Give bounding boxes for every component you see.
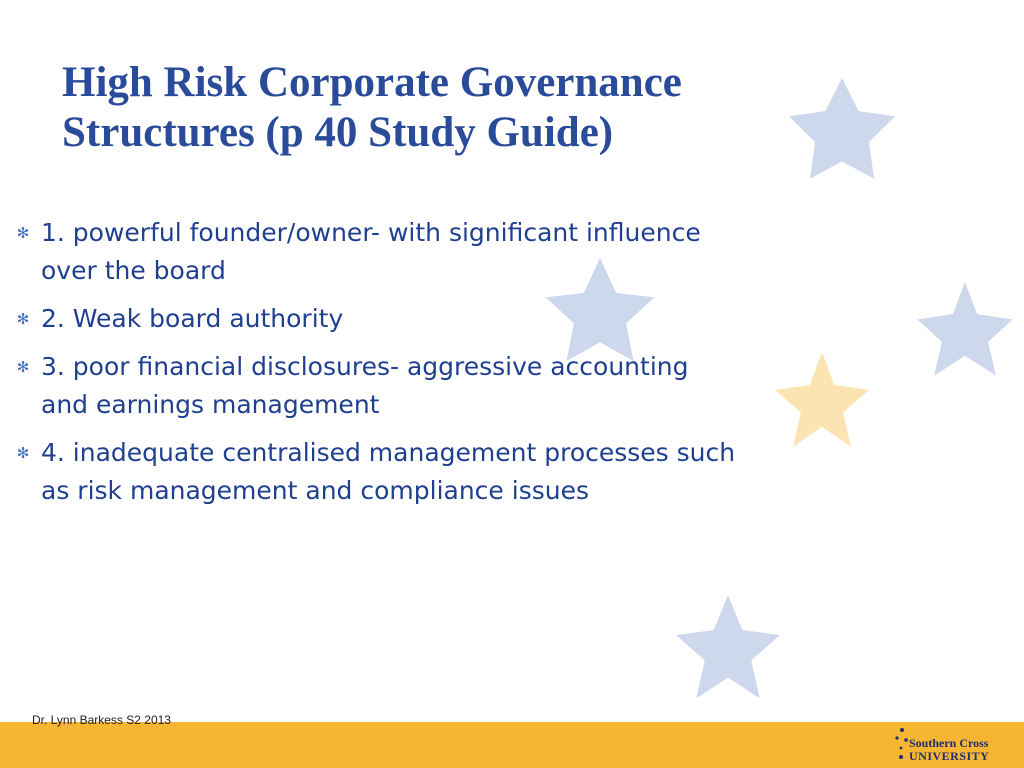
footer-bar <box>0 722 1024 768</box>
star-icon <box>676 595 780 698</box>
bullet-item <box>14 214 844 290</box>
asterisk-bullet-icon: ✻ <box>16 224 30 242</box>
bullet-text-line: 2. Weak board authority <box>41 304 344 333</box>
bullet-text-line: 3. poor financial disclosures- aggressive accounting <box>41 352 689 381</box>
slide-title-line: Structures (p 40 Study Guide) <box>62 109 614 156</box>
bullet-text-line: and earnings management <box>41 390 380 419</box>
bullet-text-line: over the board <box>41 256 226 285</box>
bullet-text-line: 4. inadequate centralised management processes such <box>41 438 736 467</box>
university-logo <box>893 724 1003 766</box>
asterisk-bullet-icon: ✻ <box>16 444 30 462</box>
footer-author-text: Dr. Lynn Barkess S2 2013 <box>32 713 171 727</box>
logo-text-line: Southern Cross <box>909 736 989 750</box>
southern-cross-stars-icon <box>893 726 909 762</box>
bullet-item <box>14 300 844 338</box>
bullet-text-line: as risk management and compliance issues <box>41 476 589 505</box>
slide-title-line: High Risk Corporate Governance <box>62 59 682 106</box>
logo-text-line: UNIVERSITY <box>909 749 990 763</box>
asterisk-bullet-icon: ✻ <box>16 310 30 328</box>
asterisk-bullet-icon: ✻ <box>16 358 30 376</box>
slide-title <box>62 58 822 158</box>
bullet-item <box>14 434 844 510</box>
bullet-text-line: 1. powerful founder/owner- with significant influence <box>41 218 701 247</box>
bullet-list <box>14 214 844 520</box>
star-icon <box>917 282 1012 376</box>
bullet-item <box>14 348 844 424</box>
